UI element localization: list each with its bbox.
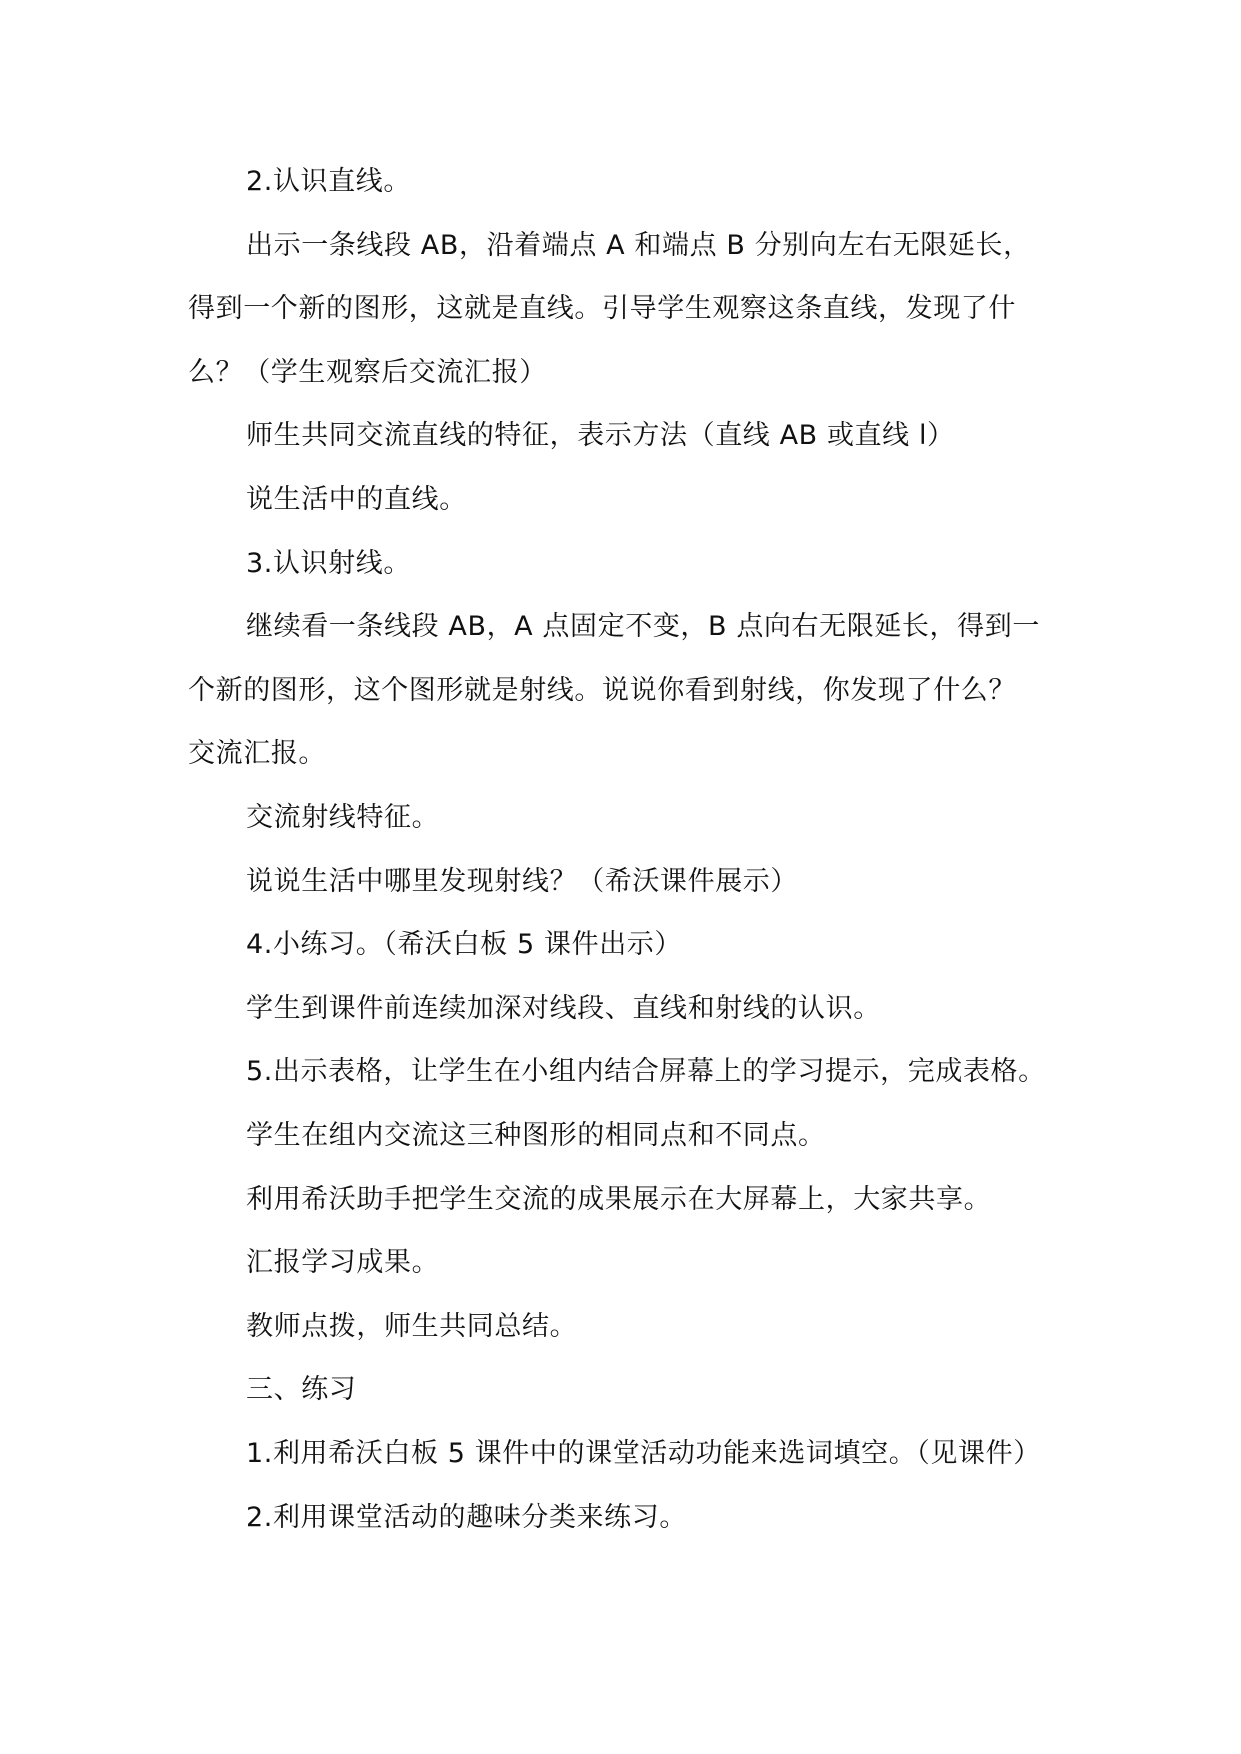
paragraph-line: 利用希沃助手把学生交流的成果展示在大屏幕上，大家共享。	[246, 1184, 992, 1215]
heading-show-table: 5.出示表格，让学生在小组内结合屏幕上的学习提示，完成表格。	[246, 1056, 1046, 1087]
paragraph-line: 交流汇报。	[188, 738, 326, 769]
paragraph-line: 个新的图形，这个图形就是射线。说说你看到射线，你发现了什么？	[188, 675, 1016, 706]
paragraph-line: 说说生活中哪里发现射线？（希沃课件展示）	[246, 866, 798, 897]
paragraph-line: 得到一个新的图形，这就是直线。引导学生观察这条直线，发现了什	[188, 293, 1016, 324]
section-heading-practice: 三、练习	[246, 1374, 357, 1405]
paragraph-line: 么？（学生观察后交流汇报）	[188, 357, 547, 388]
heading-recognize-straight-line: 2.认识直线。	[246, 166, 411, 197]
paragraph-line: 2.利用课堂活动的趣味分类来练习。	[246, 1502, 687, 1533]
paragraph-line: 学生到课件前连续加深对线段、直线和射线的认识。	[246, 993, 881, 1024]
paragraph-line: 汇报学习成果。	[246, 1247, 440, 1278]
paragraph-line: 说生活中的直线。	[246, 484, 467, 515]
paragraph-line: 教师点拨，师生共同总结。	[246, 1311, 578, 1342]
heading-small-exercise: 4.小练习。（希沃白板 5 课件出示）	[246, 929, 683, 960]
paragraph-line: 师生共同交流直线的特征，表示方法（直线 AB 或直线 l）	[246, 420, 955, 451]
paragraph-line: 继续看一条线段 AB，A 点固定不变，B 点向右无限延长，得到一	[246, 611, 1040, 642]
paragraph-line: 交流射线特征。	[246, 802, 440, 833]
paragraph-line: 1.利用希沃白板 5 课件中的课堂活动功能来选词填空。（见课件）	[246, 1438, 1041, 1469]
heading-recognize-ray: 3.认识射线。	[246, 548, 411, 579]
paragraph-line: 出示一条线段 AB，沿着端点 A 和端点 B 分别向左右无限延长，	[246, 230, 1031, 261]
paragraph-line: 学生在组内交流这三种图形的相同点和不同点。	[246, 1120, 826, 1151]
